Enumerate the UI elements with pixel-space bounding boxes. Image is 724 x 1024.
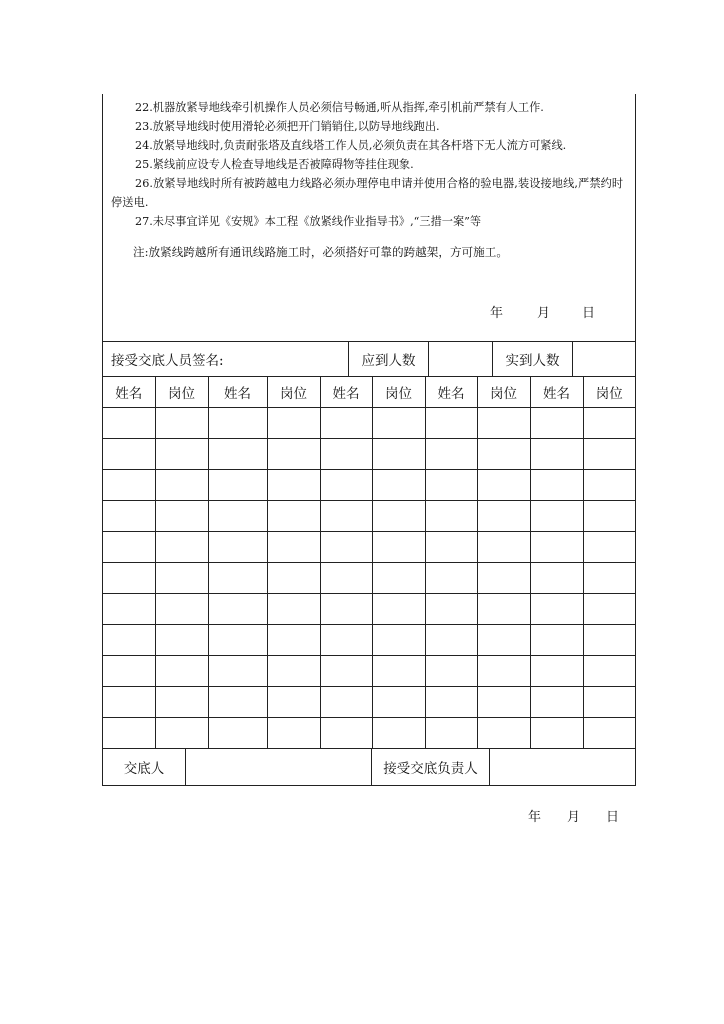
name-cell[interactable] xyxy=(208,439,267,470)
position-cell[interactable] xyxy=(477,656,530,687)
name-cell[interactable] xyxy=(425,687,477,718)
name-cell[interactable] xyxy=(320,656,372,687)
position-column-header: 岗位 xyxy=(155,377,208,408)
name-cell[interactable] xyxy=(320,594,372,625)
name-cell[interactable] xyxy=(425,470,477,501)
position-cell[interactable] xyxy=(155,470,208,501)
position-cell[interactable] xyxy=(477,625,530,656)
position-cell[interactable] xyxy=(267,408,320,439)
name-cell[interactable] xyxy=(103,625,155,656)
position-cell[interactable] xyxy=(372,718,425,749)
footer-signature-row xyxy=(103,749,635,785)
table-row xyxy=(103,563,635,594)
position-cell[interactable] xyxy=(477,408,530,439)
position-cell[interactable] xyxy=(267,439,320,470)
name-cell[interactable] xyxy=(530,408,583,439)
name-cell[interactable] xyxy=(320,501,372,532)
signature-grid xyxy=(103,377,635,749)
position-cell[interactable] xyxy=(583,718,635,749)
table-row xyxy=(103,439,635,470)
position-cell[interactable] xyxy=(477,501,530,532)
position-cell[interactable] xyxy=(477,470,530,501)
expected-count-label: 应到人数 xyxy=(349,342,429,376)
receiver-lead-label: 接受交底负责人 xyxy=(372,749,490,785)
name-cell[interactable] xyxy=(208,470,267,501)
position-cell[interactable] xyxy=(372,470,425,501)
actual-count-field[interactable] xyxy=(573,342,635,376)
position-cell[interactable] xyxy=(267,594,320,625)
position-cell[interactable] xyxy=(477,563,530,594)
name-cell[interactable] xyxy=(425,501,477,532)
name-cell[interactable] xyxy=(103,501,155,532)
name-cell[interactable] xyxy=(103,718,155,749)
day-label: 日 xyxy=(581,306,595,321)
name-cell[interactable] xyxy=(425,563,477,594)
name-column-header: 姓名 xyxy=(530,377,583,408)
note-item-25: 25.紧线前应设专人检查导地线是否被障碍物等挂住现象. xyxy=(135,158,414,171)
note-item-23: 23.放紧导地线时使用滑轮必须把开门销销住,以防导地线跑出. xyxy=(135,120,440,133)
name-cell[interactable] xyxy=(103,656,155,687)
position-cell[interactable] xyxy=(372,594,425,625)
name-cell[interactable] xyxy=(320,532,372,563)
position-column-header: 岗位 xyxy=(372,377,425,408)
note-item-22: 22.机器放紧导地线牵引机操作人员必须信号畅通,听从指挥,牵引机前严禁有人工作. xyxy=(135,101,544,114)
name-cell[interactable] xyxy=(208,656,267,687)
name-column-header: 姓名 xyxy=(103,377,155,408)
position-cell[interactable] xyxy=(155,656,208,687)
table-row xyxy=(103,594,635,625)
position-cell[interactable] xyxy=(583,625,635,656)
crossing-remark: 注:放紧线跨越所有通讯线路施工时，必须搭好可靠的跨越架，方可施工。 xyxy=(133,245,508,259)
position-cell[interactable] xyxy=(267,563,320,594)
name-cell[interactable] xyxy=(425,439,477,470)
position-cell[interactable] xyxy=(583,501,635,532)
name-cell[interactable] xyxy=(103,594,155,625)
position-cell[interactable] xyxy=(583,470,635,501)
name-cell[interactable] xyxy=(320,470,372,501)
note-item-27: 27.未尽事宜详见《安规》本工程《放紧线作业指导书》,“三措一案”等 xyxy=(135,215,482,228)
position-cell[interactable] xyxy=(155,439,208,470)
position-cell[interactable] xyxy=(267,718,320,749)
name-column-header: 姓名 xyxy=(425,377,477,408)
position-cell[interactable] xyxy=(155,625,208,656)
month-label: 月 xyxy=(536,306,550,321)
safety-notes-section xyxy=(103,94,635,342)
position-cell[interactable] xyxy=(477,594,530,625)
position-cell[interactable] xyxy=(267,687,320,718)
position-cell[interactable] xyxy=(155,687,208,718)
table-row xyxy=(103,408,635,439)
name-cell[interactable] xyxy=(103,470,155,501)
position-cell[interactable] xyxy=(372,532,425,563)
table-row xyxy=(103,532,635,563)
table-row xyxy=(103,625,635,656)
position-cell[interactable] xyxy=(267,501,320,532)
presenter-field[interactable] xyxy=(186,749,372,785)
position-cell[interactable] xyxy=(583,594,635,625)
notes-date xyxy=(490,304,595,323)
position-cell[interactable] xyxy=(372,687,425,718)
name-cell[interactable] xyxy=(208,532,267,563)
name-cell[interactable] xyxy=(320,439,372,470)
actual-count-label: 实到人数 xyxy=(493,342,573,376)
position-cell[interactable] xyxy=(267,470,320,501)
name-cell[interactable] xyxy=(530,532,583,563)
receivers-signature-label: 接受交底人员签名: xyxy=(103,342,349,376)
position-column-header: 岗位 xyxy=(477,377,530,408)
table-row xyxy=(103,501,635,532)
position-cell[interactable] xyxy=(477,439,530,470)
position-cell[interactable] xyxy=(477,687,530,718)
position-cell[interactable] xyxy=(372,501,425,532)
position-cell[interactable] xyxy=(267,625,320,656)
name-cell[interactable] xyxy=(425,532,477,563)
grid-header-row xyxy=(103,377,635,408)
table-row xyxy=(103,656,635,687)
position-cell[interactable] xyxy=(267,532,320,563)
name-cell[interactable] xyxy=(425,594,477,625)
note-item-24: 24.放紧导地线时,负责耐张塔及直线塔工作人员,必须负责在其各杆塔下无人流方可紧线. xyxy=(135,139,567,152)
position-column-header: 岗位 xyxy=(583,377,635,408)
position-cell[interactable] xyxy=(155,718,208,749)
name-cell[interactable] xyxy=(208,687,267,718)
name-cell[interactable] xyxy=(320,408,372,439)
position-cell[interactable] xyxy=(372,625,425,656)
name-cell[interactable] xyxy=(320,718,372,749)
name-cell[interactable] xyxy=(530,718,583,749)
position-cell[interactable] xyxy=(372,439,425,470)
position-cell[interactable] xyxy=(583,687,635,718)
name-cell[interactable] xyxy=(530,687,583,718)
position-cell[interactable] xyxy=(583,439,635,470)
name-cell[interactable] xyxy=(530,470,583,501)
name-cell[interactable] xyxy=(530,563,583,594)
table-row xyxy=(103,470,635,501)
receiver-lead-field[interactable] xyxy=(490,749,635,785)
name-cell[interactable] xyxy=(530,656,583,687)
position-column-header: 岗位 xyxy=(267,377,320,408)
name-cell[interactable] xyxy=(103,563,155,594)
position-cell[interactable] xyxy=(583,532,635,563)
footer-date xyxy=(528,806,619,825)
handover-form xyxy=(102,94,636,786)
name-cell[interactable] xyxy=(103,532,155,563)
position-cell[interactable] xyxy=(155,532,208,563)
presenter-label: 交底人 xyxy=(103,749,186,785)
position-cell[interactable] xyxy=(372,656,425,687)
table-row xyxy=(103,718,635,749)
position-cell[interactable] xyxy=(372,408,425,439)
position-cell[interactable] xyxy=(477,718,530,749)
year-label: 年 xyxy=(489,306,503,321)
name-cell[interactable] xyxy=(425,625,477,656)
name-cell[interactable] xyxy=(425,656,477,687)
position-cell[interactable] xyxy=(155,594,208,625)
year-label: 年 xyxy=(528,810,542,825)
name-cell[interactable] xyxy=(530,594,583,625)
position-cell[interactable] xyxy=(583,563,635,594)
note-item-26: 26.放紧导地线时所有被跨越电力线路必须办理停电申请并使用合格的验电器,装设接地线,严禁约时停送电. xyxy=(111,177,624,209)
position-cell[interactable] xyxy=(372,563,425,594)
month-label: 月 xyxy=(567,810,581,825)
name-cell[interactable] xyxy=(320,563,372,594)
position-cell[interactable] xyxy=(477,532,530,563)
day-label: 日 xyxy=(606,810,620,825)
name-cell[interactable] xyxy=(208,594,267,625)
position-cell[interactable] xyxy=(583,656,635,687)
name-column-header: 姓名 xyxy=(208,377,267,408)
name-cell[interactable] xyxy=(320,625,372,656)
expected-count-field[interactable] xyxy=(429,342,493,376)
name-cell[interactable] xyxy=(208,563,267,594)
name-cell[interactable] xyxy=(530,501,583,532)
name-cell[interactable] xyxy=(103,408,155,439)
name-cell[interactable] xyxy=(425,718,477,749)
name-cell[interactable] xyxy=(208,501,267,532)
position-cell[interactable] xyxy=(267,656,320,687)
name-cell[interactable] xyxy=(530,439,583,470)
name-column-header: 姓名 xyxy=(320,377,372,408)
name-cell[interactable] xyxy=(425,408,477,439)
name-cell[interactable] xyxy=(103,439,155,470)
name-cell[interactable] xyxy=(103,687,155,718)
name-cell[interactable] xyxy=(530,625,583,656)
name-cell[interactable] xyxy=(208,718,267,749)
table-row xyxy=(103,687,635,718)
name-cell[interactable] xyxy=(208,408,267,439)
position-cell[interactable] xyxy=(155,563,208,594)
position-cell[interactable] xyxy=(155,408,208,439)
signature-header-row xyxy=(103,342,635,377)
name-cell[interactable] xyxy=(320,687,372,718)
name-cell[interactable] xyxy=(208,625,267,656)
position-cell[interactable] xyxy=(583,408,635,439)
position-cell[interactable] xyxy=(155,501,208,532)
